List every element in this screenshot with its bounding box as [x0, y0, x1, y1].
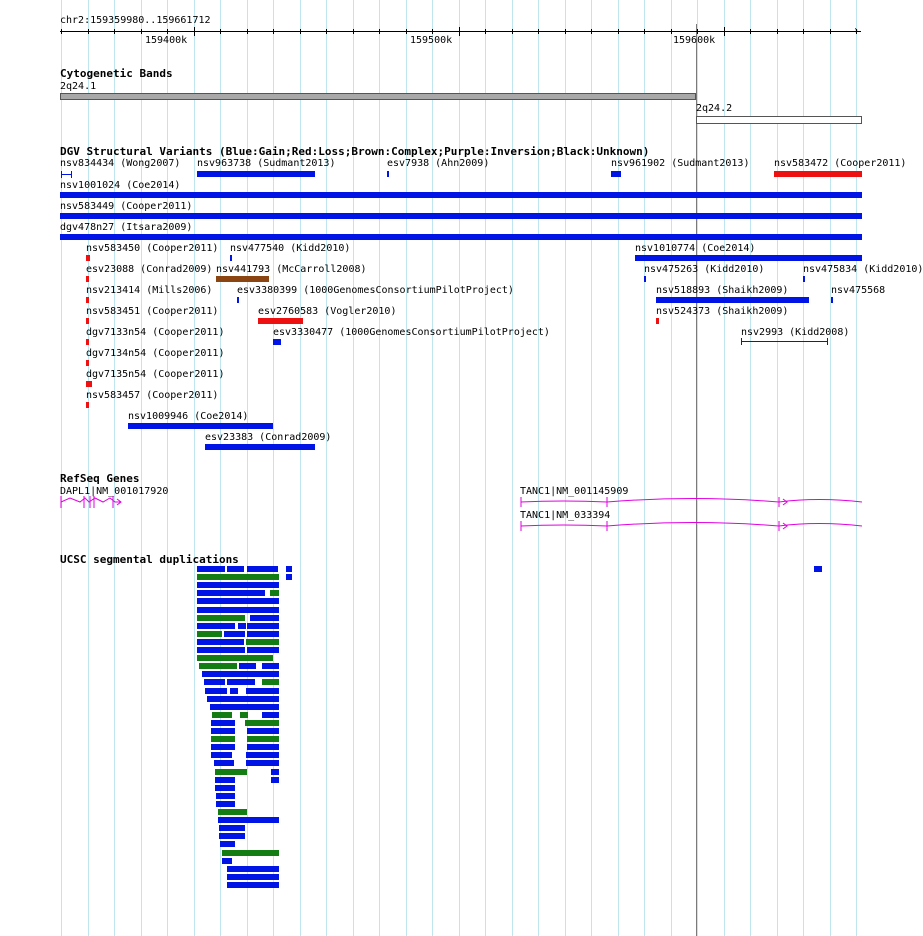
grid-line: [856, 0, 857, 936]
ruler-tick: [803, 29, 804, 34]
segdup-feature[interactable]: [247, 631, 279, 637]
segdup-feature[interactable]: [227, 566, 244, 572]
variant-nsv518893[interactable]: [656, 297, 809, 303]
segdup-feature[interactable]: [247, 647, 279, 653]
segdup-feature[interactable]: [222, 858, 232, 864]
ruler-tick: [777, 29, 778, 34]
segdup-feature[interactable]: [220, 841, 235, 847]
segdup-feature[interactable]: [222, 850, 279, 856]
variant-esv3330477[interactable]: [273, 339, 281, 345]
segdup-feature[interactable]: [202, 671, 279, 677]
grid-line: [61, 0, 62, 936]
grid-line: [88, 0, 89, 936]
grid-line: [432, 0, 433, 936]
segdup-feature[interactable]: [197, 623, 235, 629]
variant-nsv583449[interactable]: [60, 213, 862, 219]
grid-line: [194, 0, 195, 936]
segdup-feature[interactable]: [239, 663, 256, 669]
grid-line: [671, 0, 672, 936]
variant-label: nsv963738 (Sudmant2013): [197, 158, 336, 169]
grid-line: [379, 0, 380, 936]
variant-label: nsv213414 (Mills2006): [86, 285, 213, 296]
segdup-feature[interactable]: [218, 809, 247, 815]
variant-label: dgv7135n54 (Cooper2011): [86, 369, 225, 380]
segdup-feature[interactable]: [205, 688, 227, 694]
ruler-tick: [88, 29, 89, 34]
variant-label: dgv7134n54 (Cooper2011): [86, 348, 225, 359]
segdup-feature[interactable]: [218, 817, 279, 823]
segdup-feature[interactable]: [197, 582, 279, 588]
segdup-feature[interactable]: [214, 760, 234, 766]
track-title-refseq: RefSeq Genes: [60, 472, 140, 485]
variant-label: esv7938 (Ahn2009): [387, 158, 490, 169]
variant-esv23383[interactable]: [205, 444, 315, 450]
track-title-segdup: UCSC segmental duplications: [60, 553, 239, 566]
segdup-feature[interactable]: [216, 793, 235, 799]
ruler-tick: [114, 29, 115, 34]
ruler-tick-label-3: 159600k: [673, 35, 716, 46]
segdup-feature[interactable]: [227, 866, 279, 872]
ruler-tick: [194, 27, 195, 36]
gene-label-dapl1: DAPL1|NM_001017920: [60, 486, 169, 497]
ruler-tick-label-1: 159400k: [145, 35, 188, 46]
variant-label: nsv475568: [831, 285, 886, 296]
grid-line: [273, 0, 274, 936]
segdup-feature[interactable]: [227, 679, 255, 685]
segdup-feature[interactable]: [197, 598, 279, 604]
track-title-dgv: DGV Structural Variants (Blue:Gain;Red:Loss;Brown:Complex;Purple:Inversion;Black:Unknown): [60, 145, 650, 158]
segdup-feature[interactable]: [207, 696, 279, 702]
variant-nsv963738[interactable]: [197, 171, 315, 177]
band-label-2q24-1: 2q24.1: [60, 81, 97, 92]
variant-tick: [61, 171, 62, 178]
variant-nsv1009946[interactable]: [128, 423, 273, 429]
grid-line: [618, 0, 619, 936]
segdup-feature[interactable]: [247, 566, 278, 572]
gene-tanc1-nm001145909[interactable]: [518, 494, 863, 510]
variant-dgv7134n54[interactable]: [86, 360, 89, 366]
variant-nsv583451[interactable]: [86, 318, 89, 324]
segdup-feature[interactable]: [227, 882, 279, 888]
variant-nsv1001024[interactable]: [60, 192, 862, 198]
variant-esv7938[interactable]: [387, 171, 389, 177]
variant-label: nsv524373 (Shaikh2009): [656, 306, 789, 317]
variant-nsv213414[interactable]: [86, 297, 89, 303]
variant-label: nsv475263 (Kidd2010): [644, 264, 765, 275]
gene-label-tanc1-a: TANC1|NM_001145909: [520, 486, 629, 497]
range-label: chr2:159359980..159661712: [60, 15, 211, 26]
ruler-tick: [618, 29, 619, 34]
grid-line: [777, 0, 778, 936]
variant-label: nsv475834 (Kidd2010): [803, 264, 923, 275]
segdup-feature[interactable]: [271, 769, 279, 775]
variant-label: nsv1001024 (Coe2014): [60, 180, 181, 191]
variant-esv23088[interactable]: [86, 276, 89, 282]
ruler-tick: [644, 29, 645, 34]
segdup-feature[interactable]: [197, 574, 279, 580]
segdup-feature[interactable]: [210, 704, 271, 710]
grid-line: [724, 0, 725, 936]
ruler-tick: [220, 29, 221, 34]
variant-label: nsv1009946 (Coe2014): [128, 411, 249, 422]
grid-line: [459, 0, 460, 936]
segdup-feature[interactable]: [215, 785, 235, 791]
band-2q24-2[interactable]: [696, 116, 862, 124]
segdup-feature[interactable]: [270, 590, 279, 596]
segdup-feature[interactable]: [211, 752, 232, 758]
band-label-2q24-2: 2q24.2: [696, 103, 733, 114]
segdup-feature[interactable]: [197, 566, 225, 572]
grid-line: [114, 0, 115, 936]
grid-line: [406, 0, 407, 936]
segdup-feature[interactable]: [246, 688, 279, 694]
variant-label: nsv2993 (Kidd2008): [741, 327, 850, 338]
variant-esv3380399[interactable]: [237, 297, 239, 303]
ruler-right-arrow: ›: [853, 25, 860, 36]
segdup-feature[interactable]: [197, 607, 279, 613]
segdup-feature[interactable]: [215, 777, 235, 783]
ruler-tick: [300, 29, 301, 34]
variant-label: nsv583450 (Cooper2011): [86, 243, 219, 254]
ruler-tick: [273, 29, 274, 34]
segdup-feature[interactable]: [271, 704, 279, 710]
grid-line: [830, 0, 831, 936]
ruler-tick: [432, 29, 433, 34]
segdup-feature[interactable]: [204, 679, 225, 685]
segdup-feature[interactable]: [247, 736, 279, 742]
variant-label: nsv583451 (Cooper2011): [86, 306, 219, 317]
variant-label: nsv583457 (Cooper2011): [86, 390, 219, 401]
gene-tanc1-nm033394[interactable]: [518, 518, 863, 534]
variant-label: esv3380399 (1000GenomesConsortiumPilotProject): [237, 285, 514, 296]
segdup-feature[interactable]: [211, 720, 235, 726]
variant-label: esv23383 (Conrad2009): [205, 432, 332, 443]
ruler-tick: [830, 29, 831, 34]
ruler-tick: [247, 29, 248, 34]
ruler-tick: [141, 29, 142, 34]
ruler-tick: [353, 29, 354, 34]
segdup-feature[interactable]: [240, 712, 248, 718]
ruler-tick: [61, 29, 62, 34]
segdup-feature[interactable]: [271, 777, 279, 783]
variant-dgv7133n54[interactable]: [86, 339, 89, 345]
ruler-tick: [565, 29, 566, 34]
ruler-tick: [379, 29, 380, 34]
grid-line: [565, 0, 566, 936]
variant-label: dgv478n27 (Itsara2009): [60, 222, 193, 233]
segdup-feature[interactable]: [197, 590, 265, 596]
variant-label: nsv834434 (Wong2007): [60, 158, 181, 169]
ruler-tick: [459, 27, 460, 36]
grid-line: [512, 0, 513, 936]
variant-label: nsv518893 (Shaikh2009): [656, 285, 789, 296]
grid-line: [485, 0, 486, 936]
ruler-tick: [591, 29, 592, 34]
ruler-tick: [485, 29, 486, 34]
segdup-feature[interactable]: [246, 752, 279, 758]
grid-line: [591, 0, 592, 936]
grid-line: [326, 0, 327, 936]
segdup-feature[interactable]: [197, 639, 244, 645]
gene-dapl1[interactable]: [58, 494, 128, 510]
variant-nsv524373[interactable]: [656, 318, 659, 324]
variant-label: esv3330477 (1000GenomesConsortiumPilotProject): [273, 327, 550, 338]
variant-label: nsv477540 (Kidd2010): [230, 243, 351, 254]
variant-nsv475834[interactable]: [803, 276, 805, 282]
segdup-feature[interactable]: [230, 688, 238, 694]
variant-dgv7135n54[interactable]: [86, 381, 92, 387]
variant-label: nsv583449 (Cooper2011): [60, 201, 193, 212]
segdup-feature[interactable]: [199, 663, 237, 669]
variant-nsv475263[interactable]: [644, 276, 646, 282]
segdup-feature[interactable]: [250, 615, 279, 621]
variant-nsv583450[interactable]: [86, 255, 90, 261]
variant-tick: [71, 171, 72, 178]
segdup-feature[interactable]: [215, 769, 247, 775]
segdup-feature[interactable]: [245, 720, 279, 726]
grid-line: [644, 0, 645, 936]
variant-label: nsv961902 (Sudmant2013): [611, 158, 750, 169]
variant-esv2760583[interactable]: [258, 318, 303, 324]
ruler-tick: [512, 29, 513, 34]
ruler-tick: [167, 29, 168, 34]
variant-nsv583457[interactable]: [86, 402, 89, 408]
segdup-feature[interactable]: [197, 647, 245, 653]
segdup-feature[interactable]: [219, 833, 245, 839]
grid-line: [538, 0, 539, 936]
segdup-feature[interactable]: [247, 623, 279, 629]
segdup-feature[interactable]: [197, 631, 222, 637]
variant-nsv961902[interactable]: [611, 171, 621, 177]
ruler-tick: [750, 29, 751, 34]
segdup-feature[interactable]: [197, 655, 273, 661]
segdup-feature[interactable]: [262, 679, 279, 685]
grid-line: [167, 0, 168, 936]
grid-line: [750, 0, 751, 936]
segdup-feature[interactable]: [262, 712, 279, 718]
grid-line: [141, 0, 142, 936]
variant-nsv475568[interactable]: [831, 297, 833, 303]
ruler-tick: [326, 29, 327, 34]
segdup-feature[interactable]: [286, 566, 292, 572]
ruler-tick-label-2: 159500k: [410, 35, 453, 46]
variant-label: esv2760583 (Vogler2010): [258, 306, 397, 317]
variant-nsv1010774[interactable]: [635, 255, 862, 261]
segdup-feature[interactable]: [227, 874, 279, 880]
segdup-feature[interactable]: [216, 801, 235, 807]
segdup-feature[interactable]: [211, 728, 235, 734]
segdup-feature[interactable]: [247, 744, 279, 750]
variant-tick: [741, 338, 742, 345]
variant-tick: [827, 338, 828, 345]
gene-label-tanc1-b: TANC1|NM_033394: [520, 510, 611, 521]
segdup-feature[interactable]: [238, 623, 246, 629]
segdup-feature[interactable]: [814, 566, 822, 572]
segdup-feature[interactable]: [286, 574, 292, 580]
grid-line: [697, 0, 698, 936]
variant-label: nsv583472 (Cooper2011): [774, 158, 907, 169]
segdup-feature[interactable]: [246, 760, 279, 766]
variant-label: dgv7133n54 (Cooper2011): [86, 327, 225, 338]
segdup-feature[interactable]: [211, 736, 235, 742]
ruler-tick: [697, 29, 698, 34]
variant-label: esv23088 (Conrad2009): [86, 264, 213, 275]
ruler-tick: [671, 29, 672, 34]
segdup-feature[interactable]: [224, 631, 245, 637]
segdup-feature[interactable]: [246, 639, 279, 645]
track-title-cyto: Cytogenetic Bands: [60, 67, 173, 80]
variant-label: nsv441793 (McCarroll2008): [216, 264, 367, 275]
segdup-feature[interactable]: [211, 744, 235, 750]
grid-line: [300, 0, 301, 936]
variant-nsv2993[interactable]: [741, 341, 828, 342]
variant-nsv583472[interactable]: [774, 171, 862, 177]
variant-dgv478n27[interactable]: [60, 234, 862, 240]
variant-nsv477540[interactable]: [230, 255, 232, 261]
segdup-feature[interactable]: [262, 663, 279, 669]
grid-line: [803, 0, 804, 936]
ruler-line: [60, 31, 861, 32]
ruler-tick: [724, 27, 725, 36]
variant-nsv441793[interactable]: [216, 276, 269, 282]
segdup-feature[interactable]: [247, 728, 279, 734]
segdup-feature[interactable]: [219, 825, 245, 831]
segdup-feature[interactable]: [212, 712, 232, 718]
segdup-feature[interactable]: [197, 615, 245, 621]
band-2q24-1[interactable]: [60, 93, 696, 100]
ruler-tick: [538, 29, 539, 34]
variant-label: nsv1010774 (Coe2014): [635, 243, 756, 254]
grid-line: [247, 0, 248, 936]
ruler-tick: [406, 29, 407, 34]
grid-line: [353, 0, 354, 936]
